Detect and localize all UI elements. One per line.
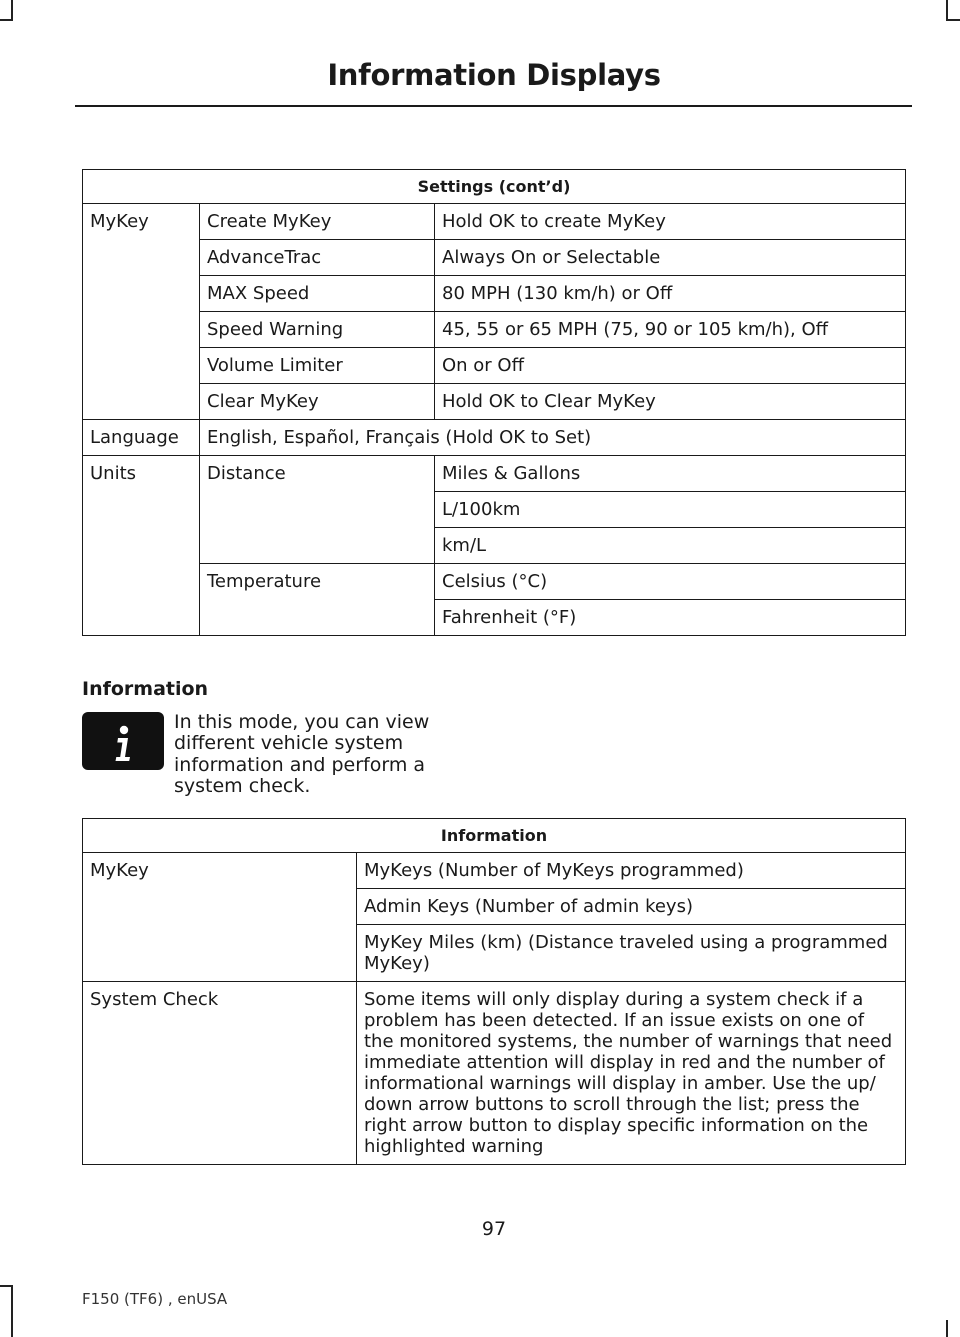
distance-option: L/100km — [435, 492, 906, 528]
crop-mark — [11, 1285, 13, 1337]
crop-mark — [11, 0, 13, 20]
distance-option: km/L — [435, 528, 906, 564]
crop-mark — [0, 1285, 13, 1287]
settings-mykey-label: MyKey — [83, 204, 200, 420]
info-mykey-item: Admin Keys (Number of admin keys) — [357, 889, 906, 925]
settings-language-label: Language — [83, 420, 200, 456]
temperature-option: Celsius (°C) — [435, 564, 906, 600]
crop-mark — [946, 0, 948, 20]
crop-mark — [946, 19, 960, 21]
setting-name: Volume Limiter — [200, 348, 435, 384]
setting-name: Create MyKey — [200, 204, 435, 240]
info-mykey-item: MyKey Miles (km) (Distance traveled using a programmed MyKey) — [357, 925, 906, 982]
section-heading-information: Information — [82, 678, 209, 700]
info-mykey-item: MyKeys (Number of MyKeys programmed) — [357, 853, 906, 889]
setting-value: Always On or Selectable — [435, 240, 906, 276]
crop-mark — [946, 1320, 948, 1337]
setting-value: On or Off — [435, 348, 906, 384]
distance-option: Miles & Gallons — [435, 456, 906, 492]
settings-units-label: Units — [83, 456, 200, 636]
setting-value: 80 MPH (130 km/h) or Off — [435, 276, 906, 312]
page-title: Information Displays — [327, 58, 661, 92]
title-divider — [75, 105, 912, 107]
icon-spacer — [82, 712, 174, 776]
settings-table — [82, 169, 906, 636]
info-system-check-text: Some items will only display during a system check if a problem has been detected. If an issue exists on one of the monitored systems, the number of warnings that need immediate attention will display in red and the number of informational warnings will display in amber. Use the up/ down arrow buttons to scroll through the list; press the right arrow button to display specific information on the highlighted warning — [357, 982, 906, 1165]
information-description-text: In this mode, you can view different vehicle system information and perform a system check. — [174, 711, 430, 797]
info-system-check-label: System Check — [83, 982, 357, 1165]
setting-name: Clear MyKey — [200, 384, 435, 420]
settings-language-value: English, Español, Français (Hold OK to Set) — [200, 420, 906, 456]
info-mykey-label: MyKey — [83, 853, 357, 982]
temperature-option: Fahrenheit (°F) — [435, 600, 906, 636]
setting-value: Hold OK to create MyKey — [435, 204, 906, 240]
information-description — [82, 712, 442, 797]
document-code: F150 (TF6) , enUSA — [82, 1290, 228, 1308]
setting-name: AdvanceTrac — [200, 240, 435, 276]
setting-value: Hold OK to Clear MyKey — [435, 384, 906, 420]
page-number: 97 — [481, 1218, 507, 1240]
setting-name: MAX Speed — [200, 276, 435, 312]
setting-value: 45, 55 or 65 MPH (75, 90 or 105 km/h), Off — [435, 312, 906, 348]
settings-table-caption: Settings (cont’d) — [83, 170, 906, 204]
information-table-caption: Information — [83, 819, 906, 853]
crop-mark — [0, 19, 13, 21]
settings-temperature-label: Temperature — [200, 564, 435, 636]
settings-distance-label: Distance — [200, 456, 435, 564]
information-table — [82, 818, 906, 1165]
setting-name: Speed Warning — [200, 312, 435, 348]
